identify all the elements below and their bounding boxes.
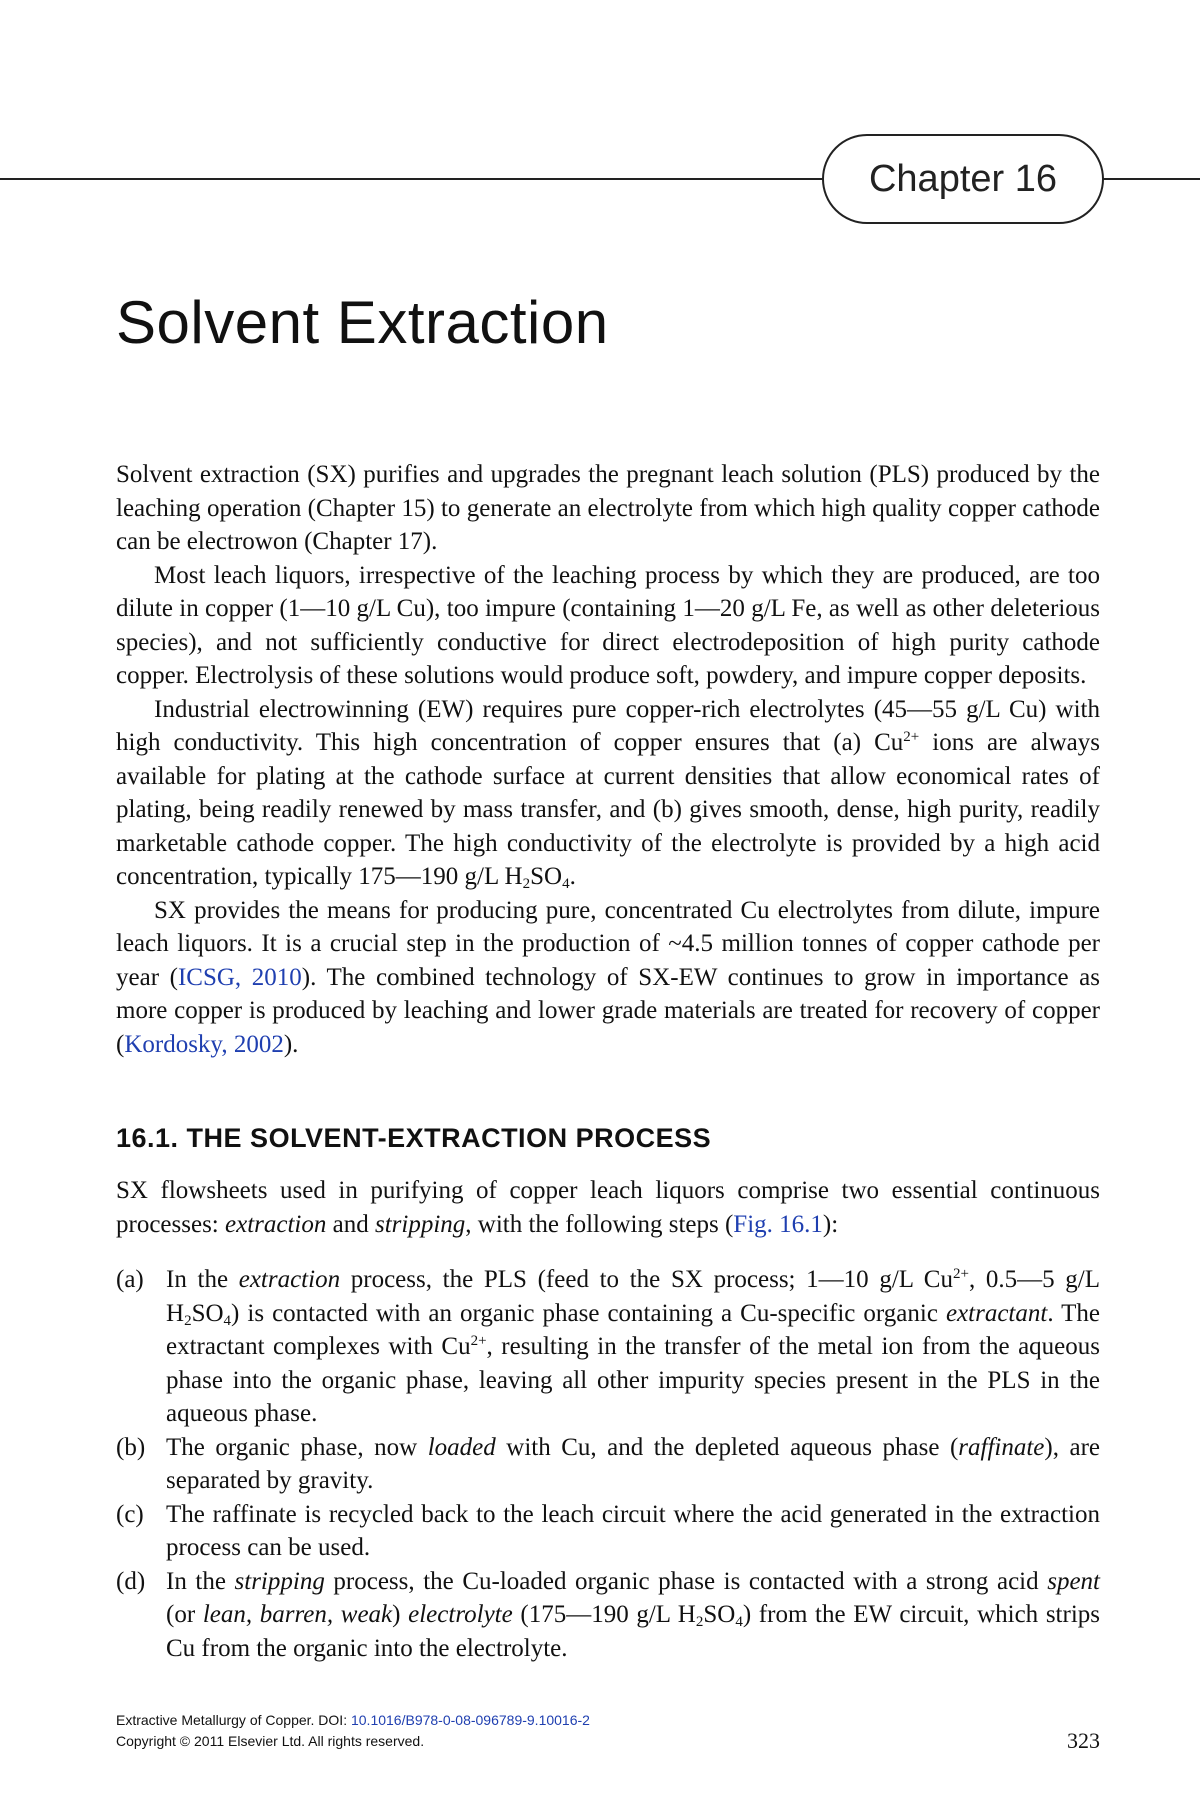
emphasis: spent: [1047, 1567, 1100, 1595]
step-text: ) is contacted with an organic phase containing a Cu-specific organic: [231, 1299, 946, 1327]
step-text: The raffinate is recycled back to the leach circuit where the acid generated in the extraction process can be used.: [166, 1500, 1100, 1561]
step-text: . The extractant complexes with Cu: [166, 1299, 1101, 1360]
footer-source: [116, 1710, 1100, 1731]
step-text: ), are separated by gravity.: [166, 1433, 1101, 1494]
intro-paragraph-4: [116, 894, 1100, 1062]
section-intro-text: , with the following steps (: [465, 1210, 734, 1238]
figure-link[interactable]: Fig. 16.1: [733, 1210, 823, 1238]
step-text: ) from the EW circuit, which strips Cu from the organic into the electrolyte.: [166, 1601, 1100, 1662]
step-text: SO: [191, 1299, 224, 1327]
subscript: 2: [522, 876, 531, 892]
footer-copyright: Copyright © 2011 Elsevier Ltd. All rights reserved.: [116, 1733, 425, 1749]
intro-p4-text: ).: [283, 1030, 299, 1058]
step-text: , resulting in the transfer of the metal ion from the aqueous phase into the organic phase, leaving all other impurity species present in the PLS in the aqueous phase.: [166, 1333, 1100, 1427]
step-text: process, the PLS (feed to the SX process; 1—10 g/L Cu: [340, 1266, 953, 1293]
chapter-label: [822, 134, 1104, 224]
emphasis: raffinate: [958, 1433, 1045, 1461]
intro-p3-text: SO: [530, 863, 563, 890]
intro-p4-text: ). The combined technology of SX-EW continues to grow in importance as more copper is produced by leaching and lower grade materials are treated for recovery of copper (: [116, 963, 1101, 1058]
intro-paragraph-2: [116, 559, 1100, 693]
page-footer: [116, 1710, 1100, 1752]
step-text: The organic phase, now: [166, 1433, 428, 1461]
list-marker: (b): [116, 1433, 146, 1461]
intro-paragraph-1: [116, 458, 1100, 559]
citation-link-icsg[interactable]: ICSG, 2010: [177, 963, 302, 991]
step-text: , 0.5—5 g/L H: [166, 1266, 1100, 1327]
section-intro-text: ):: [822, 1210, 839, 1238]
list-marker: (a): [116, 1266, 144, 1293]
step-text: (or: [166, 1601, 203, 1628]
emphasis: electrolyte: [408, 1601, 513, 1628]
section-heading: 16.1. THE SOLVENT-EXTRACTION PROCESS: [116, 1123, 712, 1153]
superscript: 2+: [952, 1266, 969, 1282]
subscript: 2: [184, 1312, 192, 1329]
step-text: ): [392, 1601, 409, 1628]
emphasis: loaded: [427, 1433, 496, 1461]
step-text: (175—190 g/L H: [512, 1601, 696, 1628]
list-item: [116, 1263, 1100, 1431]
intro-p1-text: Solvent extraction (SX) purifies and upgrades the pregnant leach solution (PLS) produced by the leaching operation (Chapter 15) to generate an electrolyte from which high quality copper cathode can be electrowon (Chapter 17).: [116, 461, 1100, 555]
step-text: process, the Cu-loaded organic phase is contacted with a strong acid: [324, 1567, 1048, 1595]
list-marker: (c): [116, 1500, 144, 1528]
list-item: [116, 1431, 1100, 1498]
intro-p3-text: ions are always available for plating at the cathode surface at current densities that allow economical rates of plating, being readily renewed by mass transfer, and (b) gives smooth, dense, high purity, readily marketable cathode copper. The high conductivity of the electrolyte is provided by a high acid concentration, typically 175—190 g/L H: [116, 729, 1100, 890]
emphasis: lean, barren, weak: [202, 1601, 393, 1628]
citation-link-kordosky[interactable]: Kordosky, 2002: [124, 1030, 284, 1058]
process-steps-list: [116, 1263, 1100, 1665]
emphasis-extraction: extraction: [225, 1210, 327, 1238]
doi-link[interactable]: 10.1016/B978-0-08-096789-9.10016-2: [350, 1712, 590, 1728]
superscript: 2+: [903, 729, 920, 745]
subscript: 4: [562, 876, 570, 892]
step-text: In the: [166, 1567, 235, 1595]
step-text: In the: [166, 1266, 239, 1293]
intro-p3-text: .: [569, 863, 576, 890]
step-text: with Cu, and the depleted aqueous phase (: [495, 1433, 959, 1461]
chapter-label-text: Chapter 16: [868, 157, 1057, 200]
superscript: 2+: [470, 1333, 487, 1349]
section-intro-paragraph: [116, 1174, 1100, 1241]
emphasis: stripping: [234, 1567, 325, 1595]
subscript: 2: [695, 1614, 704, 1630]
section-intro-text: and: [326, 1210, 375, 1238]
section-intro-text: SX flowsheets used in purifying of copper leach liquors comprise two essential continuous processes:: [116, 1177, 1100, 1238]
emphasis: extraction: [238, 1266, 341, 1293]
chapter-title: Solvent Extraction: [116, 289, 609, 356]
intro-p2-text: Most leach liquors, irrespective of the leaching process by which they are produced, are too dilute in copper (1—10 g/L Cu), too impure (containing 1—20 g/L Fe, as well as other deleterious species), and not sufficiently conductive for direct electrodeposition of high purity cathode copper. Electrolysis of these solutions would produce soft, powdery, and impure copper deposits.: [116, 561, 1100, 689]
page-number: 323: [1067, 1728, 1100, 1753]
step-text: SO: [703, 1601, 736, 1628]
subscript: 4: [223, 1312, 232, 1329]
chapter-body: [116, 458, 1100, 1665]
list-marker: (d): [116, 1567, 146, 1595]
list-item: [116, 1498, 1100, 1565]
emphasis: extractant: [945, 1299, 1048, 1327]
intro-p4-text: SX provides the means for producing pure, concentrated Cu electrolytes from dilute, impure leach liquors. It is a crucial step in the production of ~4.5 million tonnes of copper cathode per year (: [116, 896, 1100, 991]
footer-source-text: Extractive Metallurgy of Copper. DOI:: [116, 1712, 351, 1728]
intro-p3-text: Industrial electrowinning (EW) requires pure copper-rich electrolytes (45—55 g/L Cu) with high conductivity. This high concentration of copper ensures that (a) Cu: [116, 695, 1100, 756]
emphasis-stripping: stripping: [374, 1210, 466, 1238]
list-item: [116, 1565, 1100, 1666]
subscript: 4: [735, 1614, 743, 1630]
intro-paragraph-3: [116, 693, 1100, 894]
